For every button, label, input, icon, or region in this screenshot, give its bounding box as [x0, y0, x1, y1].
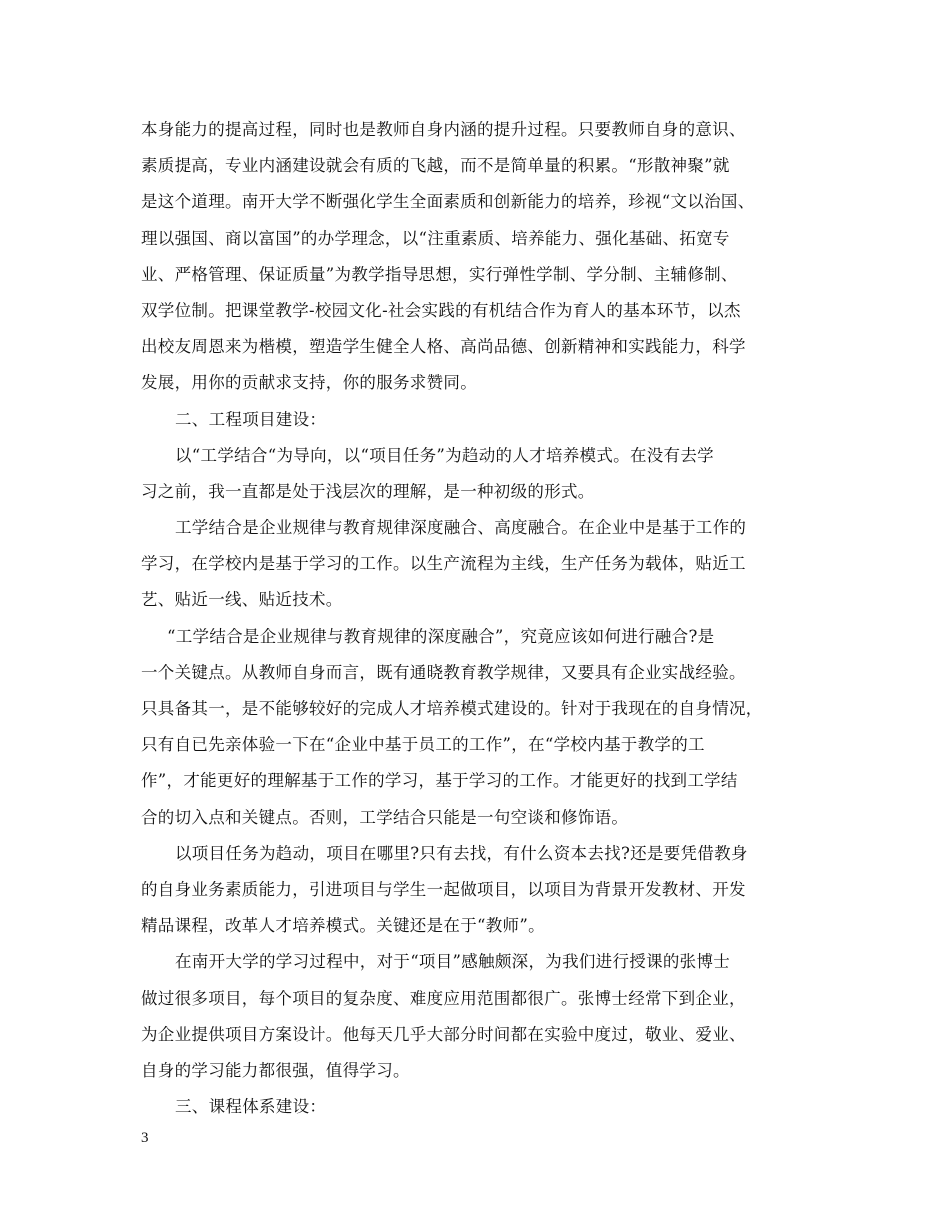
text-line: 二、工程项目建设： — [175, 409, 327, 429]
body-text — [141, 112, 816, 1125]
text-line: 以“工学结合“为导向，以“项目任务”为趋动的人才培养模式。在没有去学 — [175, 445, 714, 465]
text-line: 的自身业务素质能力，引进项目与学生一起做项目，以项目为背景开发教材、开发 — [141, 879, 746, 899]
page-number: 3 — [141, 1130, 149, 1146]
text-line: “工学结合是企业规律与教育规律的深度融合”，究竟应该如何进行融合?是 — [167, 626, 715, 646]
text-line: 工学结合是企业规律与教育规律深度融合、高度融合。在企业中是基于工作的 — [175, 518, 747, 538]
text-line: 自身的学习能力都很强，值得学习。 — [141, 1060, 410, 1080]
text-line: 在南开大学的学习过程中，对于“项目”感触颇深，为我们进行授课的张博士 — [175, 952, 731, 972]
text-line: 艺、贴近一线、贴近技术。 — [141, 590, 343, 610]
text-line: 合的切入点和关键点。否则，工学结合只能是一句空谈和修饰语。 — [141, 807, 629, 827]
text-line: 学习，在学校内是基于学习的工作。以生产流程为主线，生产任务为载体，贴近工 — [141, 554, 746, 574]
text-line: 素质提高，专业内涵建设就会有质的飞越，而不是简单量的积累。“形散神聚”就 — [141, 156, 730, 176]
text-line: 一个关键点。从教师自身而言，既有通晓教育教学规律，又要具有企业实战经验。 — [141, 662, 746, 682]
text-line: 只具备其一，是不能够较好的完成人才培养模式建设的。针对于我现在的自身情况， — [141, 699, 763, 718]
text-line: 是这个道理。南开大学不断强化学生全面素质和创新能力的培养，珍视“文以治国、 — [141, 192, 755, 212]
text-line: 习之前，我一直都是处于浅层次的理解，是一种初级的形式。 — [141, 481, 595, 501]
text-line: 只有自已先亲体验一下在“企业中基于员工的工作”，在“学校内基于教学的工 — [141, 735, 705, 755]
text-line: 理以强国、商以富国”的办学理念，以“注重素质、培养能力、强化基础、拓宽专 — [141, 228, 730, 248]
text-line: 精品课程，改革人才培养模式。关键还是在于“教师”。 — [141, 916, 545, 936]
text-line: 发展，用你的贡献求支持，你的服务求赞同。 — [141, 373, 477, 393]
text-line: 出校友周恩来为楷模，塑造学生健全人格、高尚品德、创新精神和实践能力，科学 — [141, 337, 746, 357]
text-line: 本身能力的提高过程，同时也是教师自身内涵的提升过程。只要教师自身的意识、 — [141, 120, 746, 139]
text-line: 业、严格管理、保证质量”为教学指导思想，实行弹性学制、学分制、主辅修制、 — [141, 264, 738, 284]
text-line: 做过很多项目，每个项目的复杂度、难度应用范围都很广。张博士经常下到企业， — [141, 988, 746, 1008]
text-line: 双学位制。把课堂教学-校园文化-社会实践的有机结合作为育人的基本环节，以杰 — [141, 300, 741, 320]
text-line: 为企业提供项目方案设计。他每天几乎大部分时间都在实验中度过，敬业、爱业、 — [141, 1024, 746, 1044]
text-line: 三、课程体系建设： — [175, 1097, 327, 1117]
text-line: 以项目任务为趋动，项目在哪里?只有去找，有什么资本去找?还是要凭借教身 — [175, 843, 748, 863]
text-line: 作”，才能更好的理解基于工作的学习，基于学习的工作。才能更好的找到工学结 — [141, 771, 738, 791]
